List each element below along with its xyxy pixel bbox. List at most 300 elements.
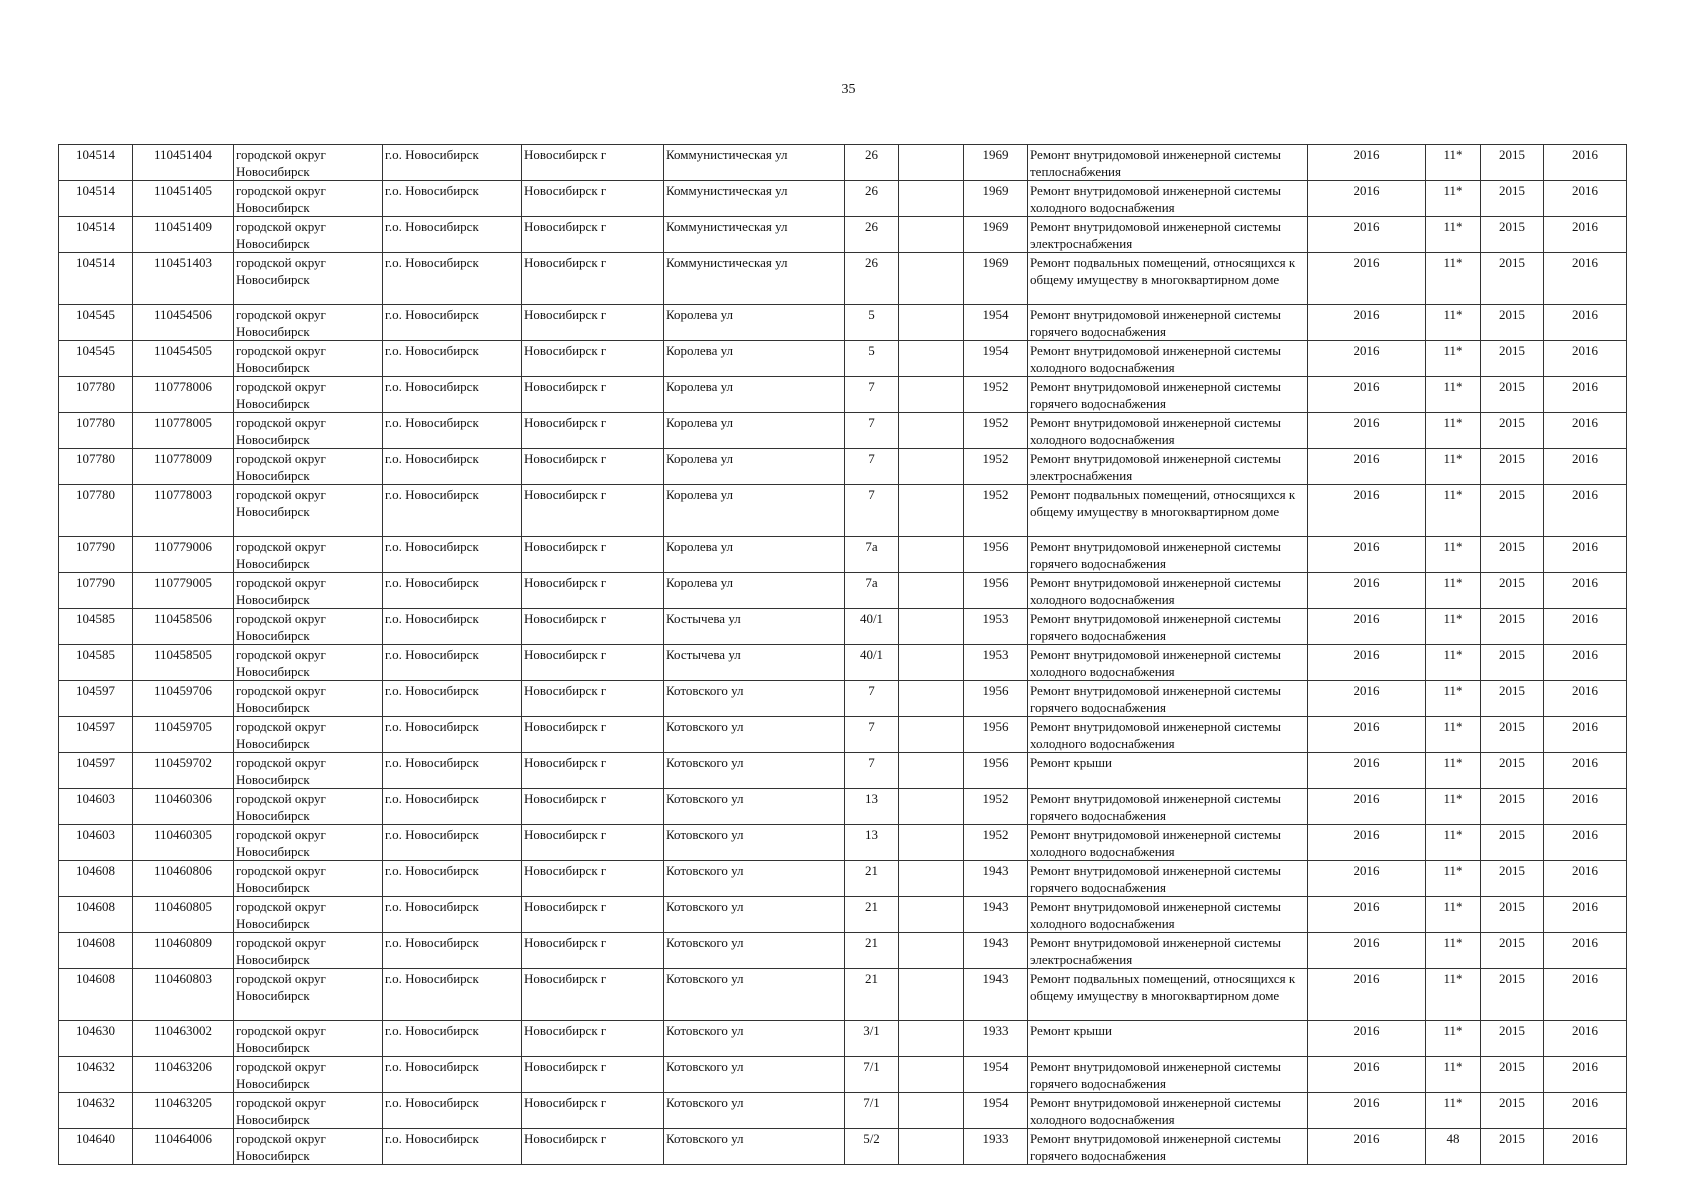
table-row — [59, 1057, 1627, 1093]
cell-start-year: 2015 — [1481, 181, 1544, 217]
cell-work-id: 110463002 — [133, 1021, 234, 1057]
table-row — [59, 825, 1627, 861]
cell-housing — [899, 485, 964, 537]
cell-housing — [899, 609, 964, 645]
cell-start-year: 2015 — [1481, 681, 1544, 717]
cell-work-id: 110779005 — [133, 573, 234, 609]
cell-start-year: 2015 — [1481, 377, 1544, 413]
cell-year-built: 1969 — [964, 145, 1028, 181]
cell-end-year: 2016 — [1544, 861, 1627, 897]
cell-start-year: 2015 — [1481, 717, 1544, 753]
cell-housing — [899, 1057, 964, 1093]
cell-end-year: 2016 — [1544, 377, 1627, 413]
cell-street: Королева ул — [664, 537, 845, 573]
cell-municipality: г.о. Новосибирск — [383, 861, 522, 897]
cell-year-built: 1933 — [964, 1129, 1028, 1165]
cell-settlement: Новосибирск г — [522, 1129, 664, 1165]
cell-work-id: 110459706 — [133, 681, 234, 717]
cell-cost-note: 48 — [1426, 1129, 1481, 1165]
cell-house-id: 104603 — [59, 825, 133, 861]
table-row — [59, 377, 1627, 413]
cell-planned-year: 2016 — [1308, 1093, 1426, 1129]
cell-work-id: 110464006 — [133, 1129, 234, 1165]
cell-year-built: 1943 — [964, 897, 1028, 933]
cell-house-number: 5/2 — [845, 1129, 899, 1165]
cell-settlement: Новосибирск г — [522, 1021, 664, 1057]
cell-end-year: 2016 — [1544, 253, 1627, 305]
cell-housing — [899, 789, 964, 825]
cell-work-id: 110463206 — [133, 1057, 234, 1093]
cell-municipality: г.о. Новосибирск — [383, 253, 522, 305]
cell-year-built: 1952 — [964, 377, 1028, 413]
cell-cost-note: 11* — [1426, 253, 1481, 305]
cell-house-id: 104585 — [59, 609, 133, 645]
cell-start-year: 2015 — [1481, 645, 1544, 681]
cell-municipal-district: городской округ Новосибирск — [234, 217, 383, 253]
cell-municipal-district: городской округ Новосибирск — [234, 341, 383, 377]
cell-municipal-district: городской округ Новосибирск — [234, 753, 383, 789]
cell-work-id: 110778003 — [133, 485, 234, 537]
cell-municipality: г.о. Новосибирск — [383, 341, 522, 377]
cell-work-type: Ремонт внутридомовой инженерной системы горячего водоснабжения — [1028, 789, 1308, 825]
cell-work-type: Ремонт крыши — [1028, 753, 1308, 789]
cell-street: Коммунистическая ул — [664, 145, 845, 181]
cell-work-id: 110460809 — [133, 933, 234, 969]
cell-work-type: Ремонт внутридомовой инженерной системы холодного водоснабжения — [1028, 645, 1308, 681]
cell-year-built: 1956 — [964, 753, 1028, 789]
cell-street: Коммунистическая ул — [664, 217, 845, 253]
cell-settlement: Новосибирск г — [522, 609, 664, 645]
cell-settlement: Новосибирск г — [522, 717, 664, 753]
cell-municipal-district: городской округ Новосибирск — [234, 717, 383, 753]
cell-house-id: 104597 — [59, 753, 133, 789]
cell-house-number: 40/1 — [845, 645, 899, 681]
cell-house-id: 104630 — [59, 1021, 133, 1057]
cell-municipality: г.о. Новосибирск — [383, 789, 522, 825]
cell-cost-note: 11* — [1426, 341, 1481, 377]
cell-housing — [899, 861, 964, 897]
cell-settlement: Новосибирск г — [522, 305, 664, 341]
cell-work-type: Ремонт внутридомовой инженерной системы горячего водоснабжения — [1028, 1057, 1308, 1093]
cell-municipality: г.о. Новосибирск — [383, 717, 522, 753]
cell-street: Королева ул — [664, 377, 845, 413]
cell-house-id: 107780 — [59, 449, 133, 485]
cell-planned-year: 2016 — [1308, 573, 1426, 609]
cell-work-id: 110454505 — [133, 341, 234, 377]
cell-settlement: Новосибирск г — [522, 825, 664, 861]
cell-house-number: 26 — [845, 181, 899, 217]
cell-street: Котовского ул — [664, 897, 845, 933]
cell-settlement: Новосибирск г — [522, 485, 664, 537]
cell-work-type: Ремонт внутридомовой инженерной системы горячего водоснабжения — [1028, 1129, 1308, 1165]
cell-house-number: 7а — [845, 537, 899, 573]
cell-municipality: г.о. Новосибирск — [383, 933, 522, 969]
cell-house-number: 7 — [845, 413, 899, 449]
cell-work-id: 110458506 — [133, 609, 234, 645]
repair-register-table — [58, 144, 1627, 1165]
cell-housing — [899, 181, 964, 217]
cell-house-number: 3/1 — [845, 1021, 899, 1057]
cell-planned-year: 2016 — [1308, 681, 1426, 717]
cell-work-id: 110460306 — [133, 789, 234, 825]
cell-housing — [899, 753, 964, 789]
cell-house-number: 7 — [845, 753, 899, 789]
cell-municipal-district: городской округ Новосибирск — [234, 1021, 383, 1057]
cell-settlement: Новосибирск г — [522, 537, 664, 573]
cell-housing — [899, 1129, 964, 1165]
cell-house-id: 104608 — [59, 969, 133, 1021]
cell-street: Котовского ул — [664, 1057, 845, 1093]
cell-settlement: Новосибирск г — [522, 449, 664, 485]
cell-planned-year: 2016 — [1308, 377, 1426, 413]
cell-end-year: 2016 — [1544, 305, 1627, 341]
cell-planned-year: 2016 — [1308, 181, 1426, 217]
cell-planned-year: 2016 — [1308, 217, 1426, 253]
cell-work-id: 110451404 — [133, 145, 234, 181]
cell-work-id: 110779006 — [133, 537, 234, 573]
cell-end-year: 2016 — [1544, 449, 1627, 485]
cell-housing — [899, 217, 964, 253]
cell-street: Королева ул — [664, 413, 845, 449]
cell-cost-note: 11* — [1426, 681, 1481, 717]
cell-work-id: 110463205 — [133, 1093, 234, 1129]
cell-house-number: 7а — [845, 573, 899, 609]
cell-cost-note: 11* — [1426, 753, 1481, 789]
cell-municipal-district: городской округ Новосибирск — [234, 645, 383, 681]
cell-municipality: г.о. Новосибирск — [383, 825, 522, 861]
cell-house-number: 26 — [845, 253, 899, 305]
cell-housing — [899, 305, 964, 341]
table-row — [59, 753, 1627, 789]
cell-work-id: 110454506 — [133, 305, 234, 341]
cell-settlement: Новосибирск г — [522, 145, 664, 181]
cell-house-id: 104603 — [59, 789, 133, 825]
cell-end-year: 2016 — [1544, 897, 1627, 933]
cell-house-number: 13 — [845, 789, 899, 825]
cell-planned-year: 2016 — [1308, 609, 1426, 645]
cell-housing — [899, 341, 964, 377]
cell-house-number: 7 — [845, 377, 899, 413]
cell-start-year: 2015 — [1481, 1093, 1544, 1129]
cell-settlement: Новосибирск г — [522, 1093, 664, 1129]
cell-municipality: г.о. Новосибирск — [383, 897, 522, 933]
cell-municipality: г.о. Новосибирск — [383, 145, 522, 181]
cell-settlement: Новосибирск г — [522, 413, 664, 449]
cell-settlement: Новосибирск г — [522, 897, 664, 933]
cell-house-id: 104585 — [59, 645, 133, 681]
cell-planned-year: 2016 — [1308, 825, 1426, 861]
cell-settlement: Новосибирск г — [522, 377, 664, 413]
cell-municipality: г.о. Новосибирск — [383, 1021, 522, 1057]
cell-year-built: 1956 — [964, 537, 1028, 573]
cell-street: Котовского ул — [664, 825, 845, 861]
cell-cost-note: 11* — [1426, 645, 1481, 681]
cell-housing — [899, 537, 964, 573]
cell-cost-note: 11* — [1426, 789, 1481, 825]
cell-work-type: Ремонт подвальных помещений, относящихся к общему имуществу в многоквартирном доме — [1028, 969, 1308, 1021]
cell-planned-year: 2016 — [1308, 645, 1426, 681]
cell-house-id: 104545 — [59, 305, 133, 341]
table-row — [59, 861, 1627, 897]
cell-street: Котовского ул — [664, 1129, 845, 1165]
cell-year-built: 1954 — [964, 1057, 1028, 1093]
cell-street: Котовского ул — [664, 717, 845, 753]
cell-cost-note: 11* — [1426, 609, 1481, 645]
cell-start-year: 2015 — [1481, 217, 1544, 253]
cell-year-built: 1943 — [964, 861, 1028, 897]
cell-municipal-district: городской округ Новосибирск — [234, 609, 383, 645]
cell-work-type: Ремонт внутридомовой инженерной системы горячего водоснабжения — [1028, 305, 1308, 341]
cell-municipal-district: городской округ Новосибирск — [234, 861, 383, 897]
cell-municipality: г.о. Новосибирск — [383, 485, 522, 537]
cell-end-year: 2016 — [1544, 717, 1627, 753]
cell-housing — [899, 717, 964, 753]
cell-house-number: 21 — [845, 897, 899, 933]
cell-cost-note: 11* — [1426, 825, 1481, 861]
cell-planned-year: 2016 — [1308, 145, 1426, 181]
table-row — [59, 789, 1627, 825]
cell-work-id: 110458505 — [133, 645, 234, 681]
cell-street: Королева ул — [664, 485, 845, 537]
cell-municipal-district: городской округ Новосибирск — [234, 681, 383, 717]
cell-settlement: Новосибирск г — [522, 341, 664, 377]
cell-house-number: 21 — [845, 969, 899, 1021]
cell-work-type: Ремонт внутридомовой инженерной системы холодного водоснабжения — [1028, 825, 1308, 861]
cell-year-built: 1943 — [964, 969, 1028, 1021]
cell-start-year: 2015 — [1481, 485, 1544, 537]
cell-year-built: 1952 — [964, 825, 1028, 861]
cell-municipality: г.о. Новосибирск — [383, 969, 522, 1021]
cell-cost-note: 11* — [1426, 861, 1481, 897]
cell-street: Королева ул — [664, 305, 845, 341]
cell-housing — [899, 825, 964, 861]
cell-end-year: 2016 — [1544, 1093, 1627, 1129]
cell-cost-note: 11* — [1426, 933, 1481, 969]
cell-municipality: г.о. Новосибирск — [383, 537, 522, 573]
cell-end-year: 2016 — [1544, 825, 1627, 861]
cell-street: Королева ул — [664, 341, 845, 377]
cell-municipal-district: городской округ Новосибирск — [234, 825, 383, 861]
cell-year-built: 1969 — [964, 217, 1028, 253]
cell-start-year: 2015 — [1481, 825, 1544, 861]
cell-end-year: 2016 — [1544, 341, 1627, 377]
cell-house-number: 7 — [845, 485, 899, 537]
cell-house-id: 104514 — [59, 145, 133, 181]
table-row — [59, 449, 1627, 485]
cell-settlement: Новосибирск г — [522, 253, 664, 305]
cell-settlement: Новосибирск г — [522, 789, 664, 825]
cell-work-id: 110451409 — [133, 217, 234, 253]
cell-end-year: 2016 — [1544, 969, 1627, 1021]
cell-street: Коммунистическая ул — [664, 253, 845, 305]
table-row — [59, 897, 1627, 933]
cell-planned-year: 2016 — [1308, 1021, 1426, 1057]
cell-municipal-district: городской округ Новосибирск — [234, 573, 383, 609]
cell-municipal-district: городской округ Новосибирск — [234, 537, 383, 573]
cell-housing — [899, 413, 964, 449]
cell-cost-note: 11* — [1426, 1093, 1481, 1129]
table-row — [59, 573, 1627, 609]
cell-work-type: Ремонт внутридомовой инженерной системы холодного водоснабжения — [1028, 573, 1308, 609]
table-row — [59, 969, 1627, 1021]
cell-start-year: 2015 — [1481, 933, 1544, 969]
cell-municipal-district: городской округ Новосибирск — [234, 413, 383, 449]
cell-housing — [899, 645, 964, 681]
cell-house-id: 107780 — [59, 413, 133, 449]
table-row — [59, 485, 1627, 537]
table-body — [59, 145, 1627, 1165]
cell-year-built: 1933 — [964, 1021, 1028, 1057]
cell-planned-year: 2016 — [1308, 305, 1426, 341]
cell-work-type: Ремонт внутридомовой инженерной системы электроснабжения — [1028, 217, 1308, 253]
table-row — [59, 1129, 1627, 1165]
table-row — [59, 717, 1627, 753]
cell-street: Котовского ул — [664, 1093, 845, 1129]
cell-cost-note: 11* — [1426, 377, 1481, 413]
cell-start-year: 2015 — [1481, 537, 1544, 573]
cell-street: Котовского ул — [664, 681, 845, 717]
cell-end-year: 2016 — [1544, 1057, 1627, 1093]
cell-end-year: 2016 — [1544, 789, 1627, 825]
table-row — [59, 181, 1627, 217]
cell-street: Коммунистическая ул — [664, 181, 845, 217]
cell-year-built: 1943 — [964, 933, 1028, 969]
cell-end-year: 2016 — [1544, 217, 1627, 253]
cell-house-number: 7 — [845, 449, 899, 485]
cell-year-built: 1969 — [964, 253, 1028, 305]
cell-cost-note: 11* — [1426, 1057, 1481, 1093]
cell-cost-note: 11* — [1426, 485, 1481, 537]
table-row — [59, 253, 1627, 305]
cell-work-id: 110460803 — [133, 969, 234, 1021]
cell-settlement: Новосибирск г — [522, 1057, 664, 1093]
cell-planned-year: 2016 — [1308, 253, 1426, 305]
cell-street: Котовского ул — [664, 753, 845, 789]
cell-municipality: г.о. Новосибирск — [383, 1057, 522, 1093]
cell-street: Котовского ул — [664, 969, 845, 1021]
cell-end-year: 2016 — [1544, 609, 1627, 645]
cell-start-year: 2015 — [1481, 1057, 1544, 1093]
cell-end-year: 2016 — [1544, 933, 1627, 969]
cell-cost-note: 11* — [1426, 449, 1481, 485]
cell-house-id: 104608 — [59, 897, 133, 933]
cell-municipality: г.о. Новосибирск — [383, 181, 522, 217]
cell-street: Костычева ул — [664, 645, 845, 681]
cell-work-type: Ремонт внутридомовой инженерной системы холодного водоснабжения — [1028, 181, 1308, 217]
table-row — [59, 305, 1627, 341]
cell-housing — [899, 897, 964, 933]
cell-year-built: 1954 — [964, 341, 1028, 377]
cell-end-year: 2016 — [1544, 573, 1627, 609]
cell-planned-year: 2016 — [1308, 341, 1426, 377]
cell-municipal-district: городской округ Новосибирск — [234, 1129, 383, 1165]
cell-housing — [899, 969, 964, 1021]
cell-housing — [899, 377, 964, 413]
cell-settlement: Новосибирск г — [522, 753, 664, 789]
cell-street: Королева ул — [664, 449, 845, 485]
cell-end-year: 2016 — [1544, 413, 1627, 449]
cell-cost-note: 11* — [1426, 897, 1481, 933]
cell-work-type: Ремонт внутридомовой инженерной системы горячего водоснабжения — [1028, 377, 1308, 413]
cell-house-id: 104514 — [59, 253, 133, 305]
cell-settlement: Новосибирск г — [522, 681, 664, 717]
cell-planned-year: 2016 — [1308, 537, 1426, 573]
cell-municipality: г.о. Новосибирск — [383, 609, 522, 645]
cell-municipal-district: городской округ Новосибирск — [234, 485, 383, 537]
cell-work-id: 110459702 — [133, 753, 234, 789]
cell-house-id: 107790 — [59, 573, 133, 609]
cell-house-id: 107780 — [59, 485, 133, 537]
cell-cost-note: 11* — [1426, 305, 1481, 341]
cell-house-id: 104514 — [59, 181, 133, 217]
cell-house-number: 7 — [845, 681, 899, 717]
cell-start-year: 2015 — [1481, 969, 1544, 1021]
cell-year-built: 1953 — [964, 645, 1028, 681]
cell-house-id: 104545 — [59, 341, 133, 377]
cell-work-type: Ремонт крыши — [1028, 1021, 1308, 1057]
cell-house-id: 104608 — [59, 933, 133, 969]
cell-end-year: 2016 — [1544, 753, 1627, 789]
cell-planned-year: 2016 — [1308, 717, 1426, 753]
cell-house-number: 5 — [845, 305, 899, 341]
cell-planned-year: 2016 — [1308, 789, 1426, 825]
cell-house-id: 104632 — [59, 1093, 133, 1129]
cell-cost-note: 11* — [1426, 217, 1481, 253]
cell-house-number: 5 — [845, 341, 899, 377]
cell-housing — [899, 145, 964, 181]
cell-year-built: 1969 — [964, 181, 1028, 217]
cell-house-id: 107790 — [59, 537, 133, 573]
cell-year-built: 1956 — [964, 573, 1028, 609]
cell-municipal-district: городской округ Новосибирск — [234, 1057, 383, 1093]
cell-settlement: Новосибирск г — [522, 969, 664, 1021]
cell-street: Котовского ул — [664, 1021, 845, 1057]
cell-municipal-district: городской округ Новосибирск — [234, 377, 383, 413]
cell-work-type: Ремонт внутридомовой инженерной системы горячего водоснабжения — [1028, 681, 1308, 717]
cell-planned-year: 2016 — [1308, 753, 1426, 789]
cell-planned-year: 2016 — [1308, 485, 1426, 537]
cell-street: Костычева ул — [664, 609, 845, 645]
cell-start-year: 2015 — [1481, 573, 1544, 609]
cell-house-id: 104597 — [59, 681, 133, 717]
cell-planned-year: 2016 — [1308, 933, 1426, 969]
cell-work-id: 110451405 — [133, 181, 234, 217]
cell-municipal-district: городской округ Новосибирск — [234, 253, 383, 305]
cell-end-year: 2016 — [1544, 485, 1627, 537]
cell-work-type: Ремонт внутридомовой инженерной системы холодного водоснабжения — [1028, 1093, 1308, 1129]
cell-municipal-district: городской округ Новосибирск — [234, 969, 383, 1021]
cell-planned-year: 2016 — [1308, 413, 1426, 449]
cell-housing — [899, 449, 964, 485]
cell-work-id: 110778005 — [133, 413, 234, 449]
cell-planned-year: 2016 — [1308, 969, 1426, 1021]
cell-municipal-district: городской округ Новосибирск — [234, 449, 383, 485]
cell-housing — [899, 933, 964, 969]
cell-cost-note: 11* — [1426, 181, 1481, 217]
cell-housing — [899, 1093, 964, 1129]
cell-house-number: 26 — [845, 217, 899, 253]
cell-planned-year: 2016 — [1308, 897, 1426, 933]
cell-house-number: 21 — [845, 861, 899, 897]
cell-municipality: г.о. Новосибирск — [383, 413, 522, 449]
cell-settlement: Новосибирск г — [522, 933, 664, 969]
cell-work-type: Ремонт подвальных помещений, относящихся к общему имуществу в многоквартирном доме — [1028, 485, 1308, 537]
cell-start-year: 2015 — [1481, 861, 1544, 897]
cell-house-number: 7 — [845, 717, 899, 753]
cell-work-id: 110460806 — [133, 861, 234, 897]
cell-municipality: г.о. Новосибирск — [383, 573, 522, 609]
cell-start-year: 2015 — [1481, 753, 1544, 789]
